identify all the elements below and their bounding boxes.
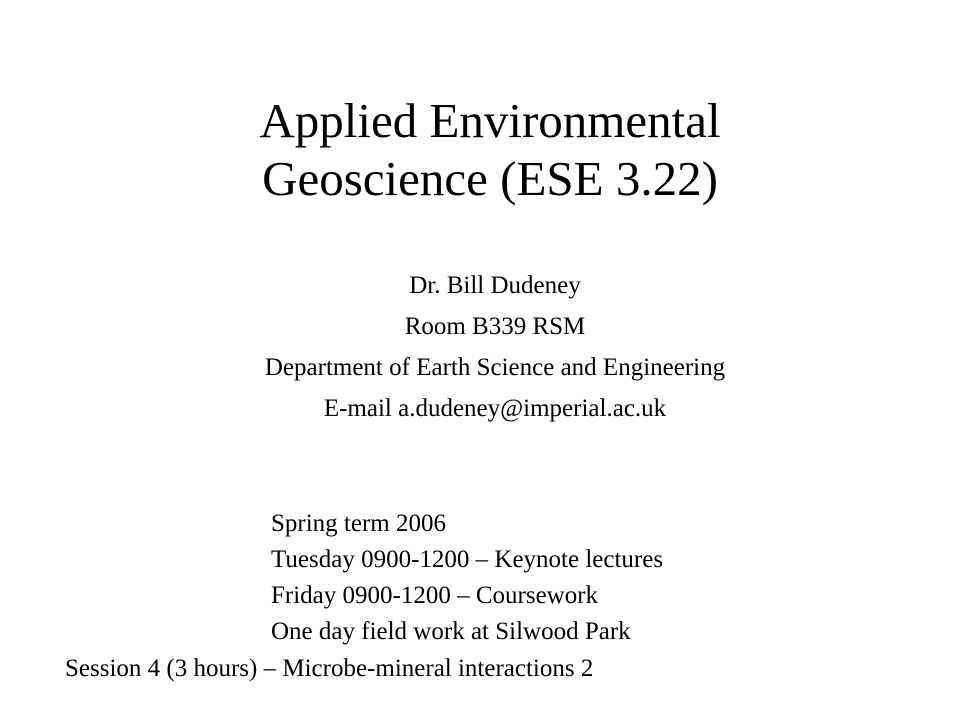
- email-address: E-mail a.dudeney@imperial.ac.uk: [323, 395, 667, 422]
- contact-block: [0, 265, 960, 429]
- schedule-line: Tuesday 0900-1200 – Keynote lectures: [271, 546, 664, 573]
- schedule-block: [271, 506, 663, 650]
- lecturer-name: Dr. Bill Dudeney: [409, 272, 581, 299]
- slide-title: [0, 92, 960, 208]
- room-number: Room B339 RSM: [404, 313, 586, 340]
- title-line-2: Geoscience (ESE 3.22): [262, 151, 718, 206]
- session-label: Session 4 (3 hours) – Microbe-mineral interactions 2: [65, 655, 594, 682]
- department-name: Department of Earth Science and Engineering: [264, 354, 726, 381]
- schedule-line: One day field work at Silwood Park: [271, 618, 631, 645]
- schedule-line: Friday 0900-1200 – Coursework: [271, 582, 599, 609]
- title-line-1: Applied Environmental: [259, 93, 721, 148]
- schedule-line: Spring term 2006: [271, 510, 446, 537]
